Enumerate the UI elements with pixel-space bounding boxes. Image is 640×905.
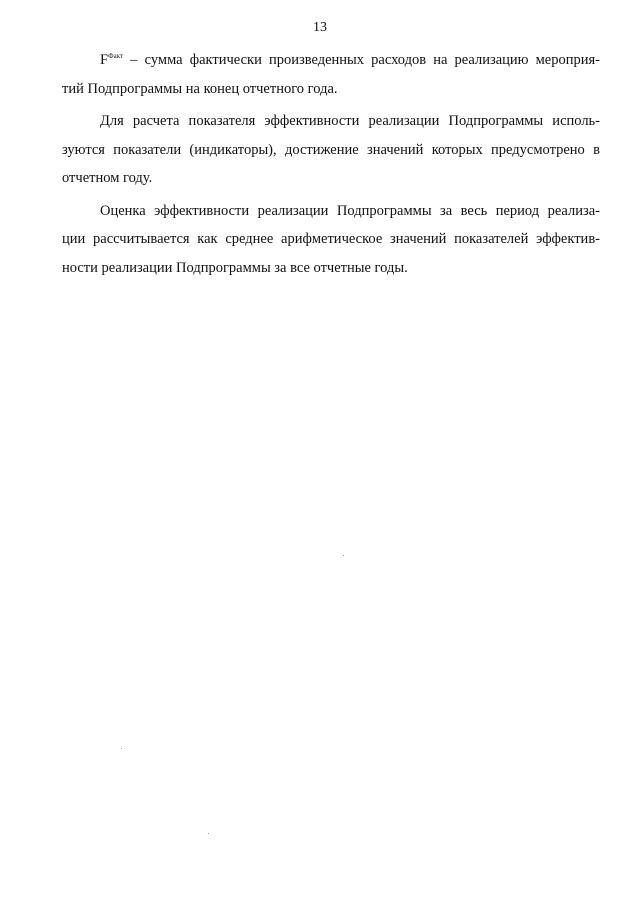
- paragraph-line: отчетном году.: [62, 170, 153, 186]
- paragraph-line: [62, 46, 600, 75]
- paragraph-line: ности реализации Подпрограммы за все отчетные годы.: [62, 259, 408, 276]
- paragraph-line: Оценка эффективности реализации Подпрограммы за весь период реализа-: [100, 202, 600, 219]
- paragraph-line: тий Подпрограммы на конец отчетного года.: [62, 80, 338, 97]
- paragraph-line: ции рассчитывается как среднее арифметическое значений показателей эффектив-: [62, 231, 600, 247]
- scan-speck: [121, 748, 122, 749]
- paragraph-indicators: [62, 107, 600, 193]
- formula-symbol-base: F: [100, 52, 109, 68]
- formula-symbol: [100, 52, 123, 68]
- paragraph-evaluation: [62, 197, 600, 283]
- page-number: 13: [313, 20, 327, 35]
- paragraph-line: Для расчета показателя эффективности реализации Подпрограммы исполь-: [100, 113, 600, 129]
- scan-speck: [208, 833, 209, 834]
- document-body: [62, 46, 600, 282]
- paragraph-line-text: – сумма фактически произведенных расходов на реализацию мероприя-: [123, 52, 600, 68]
- formula-symbol-superscript: Факт: [108, 52, 124, 60]
- scan-speck: [343, 555, 344, 556]
- paragraph-line: зуются показатели (индикаторы), достижение значений которых предусмотрено в: [62, 141, 600, 158]
- paragraph-definition: [62, 46, 600, 103]
